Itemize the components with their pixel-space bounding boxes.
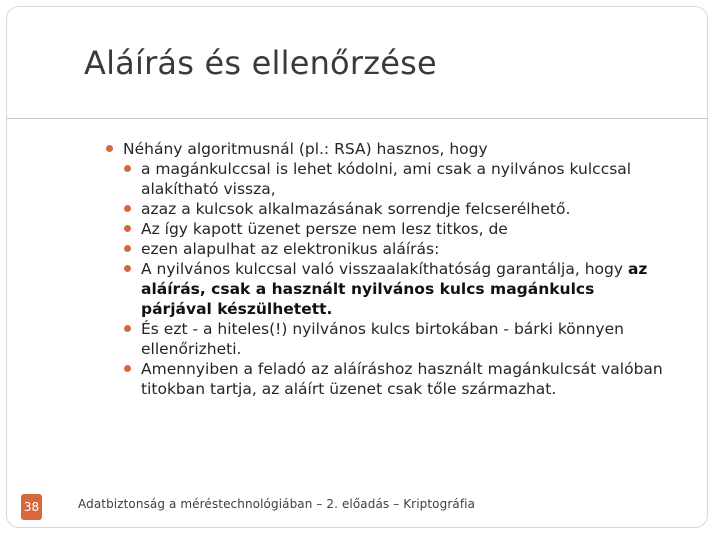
sub-bullet: [124, 159, 666, 199]
page-number-badge: 38: [21, 494, 42, 520]
sub-bullet-text: Amennyiben a feladó az aláíráshoz használt magánkulcsát valóban titokban tartja, az aláírt üzenet csak tőle származhat.: [141, 360, 663, 398]
bullet-main-text: Néhány algoritmusnál (pl.: RSA) hasznos, hogy: [123, 140, 488, 158]
footer-text: Adatbiztonság a méréstechnológiában – 2. előadás – Kriptográfia: [78, 497, 476, 511]
bullet-list: [106, 139, 666, 399]
title-divider: [6, 118, 708, 119]
sub-bullet-text: azaz a kulcsok alkalmazásának sorrendje felcserélhető.: [141, 200, 571, 218]
sub-bullet-text: ezen alapulhat az elektronikus aláírás:: [141, 240, 440, 258]
sub-bullet: [124, 259, 666, 319]
sub-bullet: [124, 239, 666, 259]
sub-bullet-list: [124, 159, 666, 399]
sub-bullet: [124, 319, 666, 359]
slide-footer: [0, 490, 720, 526]
sub-bullet-text: Az így kapott üzenet persze nem lesz titkos, de: [141, 220, 508, 238]
sub-bullet: [124, 199, 666, 219]
sub-bullet-text: a magánkulccsal is lehet kódolni, ami csak a nyilvános kulccsal alakítható vissza,: [141, 160, 632, 198]
sub-bullet-text: És ezt - a hiteles(!) nyilvános kulcs birtokában - bárki könnyen ellenőrizheti.: [141, 320, 624, 358]
sub-bullet: [124, 219, 666, 239]
bullet-main: [106, 139, 666, 159]
sub-bullet-text: A nyilvános kulccsal való visszaalakíthatóság garantálja, hogy: [141, 260, 628, 278]
sub-bullet: [124, 359, 666, 399]
sub-bullet-emphasis: az aláírás, csak a használt nyilvános kulcs magánkulcs párjával készülhetett.: [141, 260, 648, 318]
slide-title: Aláírás és ellenőrzése: [84, 44, 437, 82]
